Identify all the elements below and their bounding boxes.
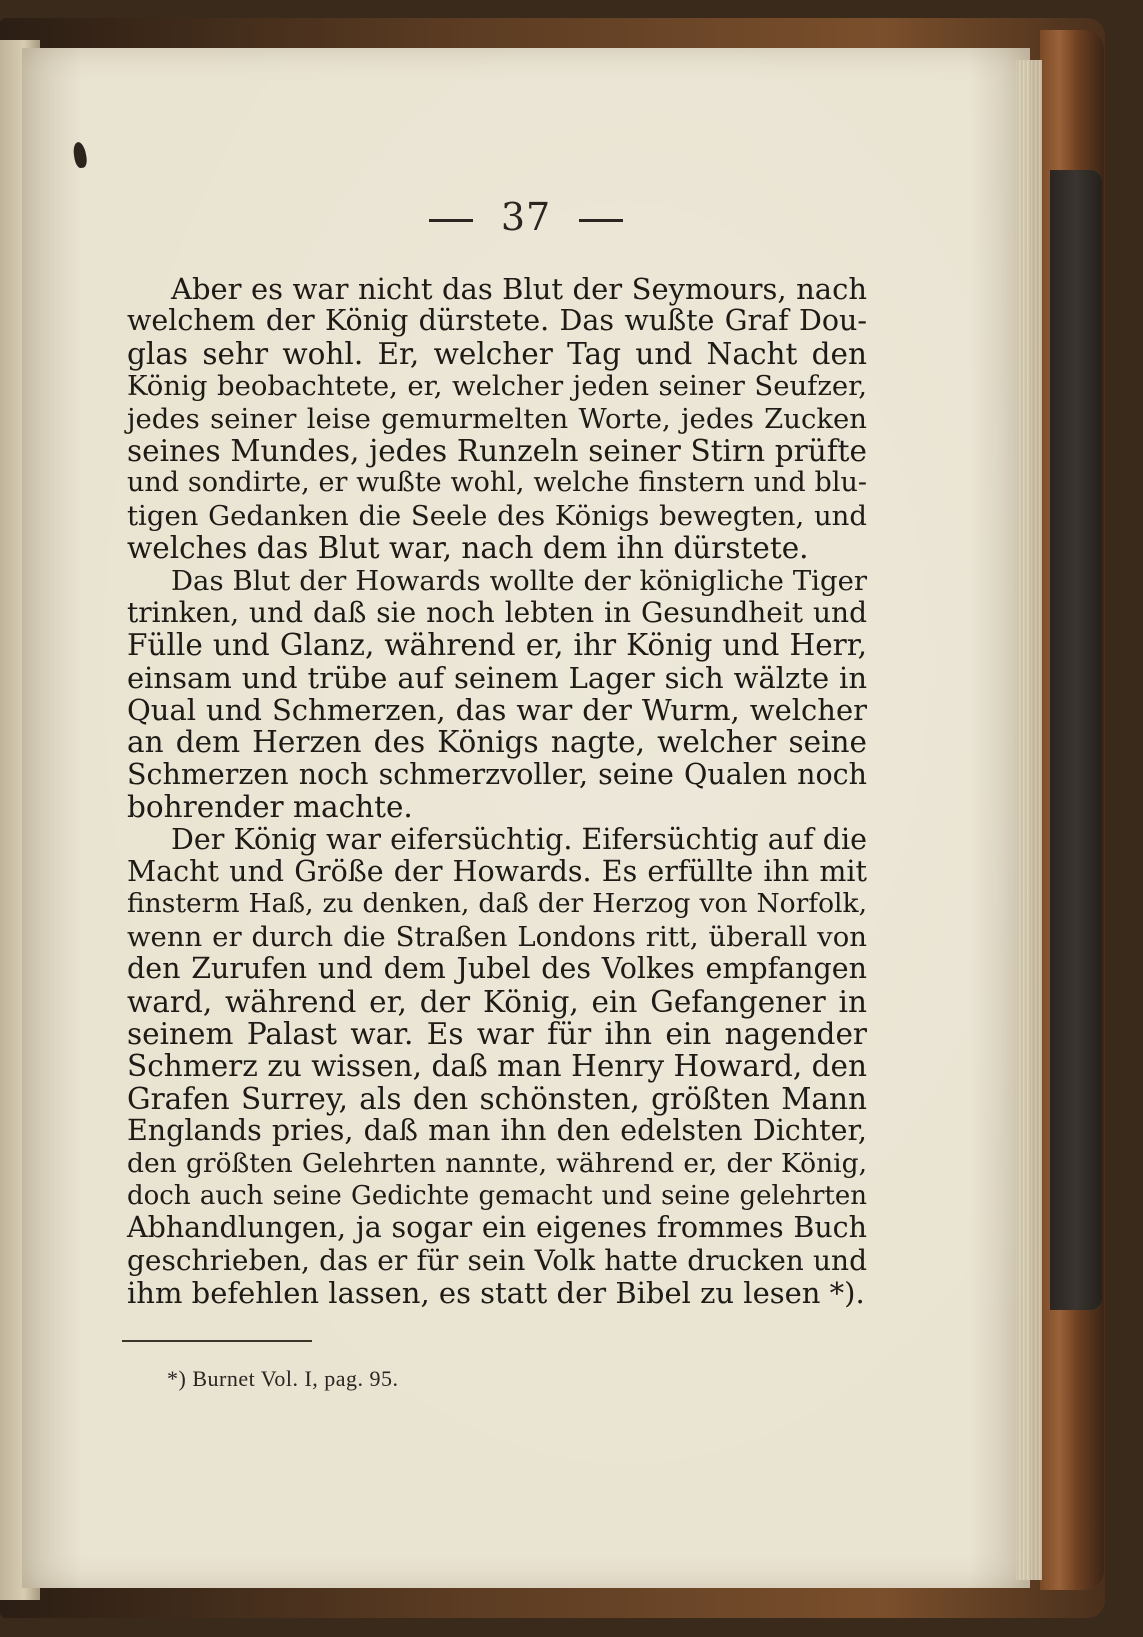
text-line: welches das Blut war, nach dem ihn dürstete. (127, 531, 809, 566)
text-line: den Zurufen und dem Jubel des Volkes empfangen (127, 952, 867, 986)
book-page (22, 48, 1030, 1588)
text-line: Der König war eifersüchtig. Eifersüchtig auf die (171, 822, 867, 856)
text-line: an dem Herzen des Königs nagte, welcher seine (127, 725, 867, 760)
paragraph (127, 273, 867, 565)
page-stack-edge (1016, 60, 1042, 1580)
text-line: einsam und trübe auf seinem Lager sich wälzte in (127, 660, 867, 695)
text-line: bohrender machte. (127, 790, 413, 825)
text-line: jedes seiner leise gemurmelten Worte, jedes Zucken (127, 402, 867, 435)
text-line: ward, während er, der König, ein Gefangener in (127, 984, 867, 1019)
text-line: ihm befehlen lassen, es statt der Bibel zu lesen *). (127, 1276, 865, 1311)
text-line: Das Blut der Howards wollte der königliche Tiger (171, 564, 867, 597)
body-text (127, 273, 867, 1310)
text-line: seines Mundes, jedes Runzeln seiner Stirn prüfte (127, 433, 867, 468)
text-line: wenn er durch die Straßen Londons ritt, überall von (127, 920, 867, 953)
text-line: Abhandlungen, ja sogar ein eigenes frommes Buch (127, 1211, 867, 1245)
text-line: doch auch seine Gedichte gemacht und seine gelehrten (127, 1180, 867, 1211)
text-line: tigen Gedanken die Seele des Königs bewegten, und (127, 499, 867, 532)
paragraph (127, 824, 867, 1310)
text-line: den größten Gelehrten nannte, während er, der König, (127, 1147, 867, 1179)
text-line: trinken, und daß sie noch lebten in Gesundheit und (127, 595, 867, 629)
text-line: seinem Palast war. Es war für ihn ein nagender (127, 1016, 867, 1051)
page-number-value: 37 (500, 195, 552, 239)
text-line: Macht und Größe der Howards. Es erfüllte ihn mit (127, 855, 867, 889)
text-line: geschrieben, das er für sein Volk hatte drucken und (127, 1243, 867, 1277)
footnote: *) Burnet Vol. I, pag. 95. (167, 1366, 399, 1391)
ink-spot (72, 141, 88, 169)
text-line: finsterm Haß, zu denken, daß der Herzog von Norfolk, (127, 888, 867, 920)
page-number-dash-right (579, 219, 623, 222)
book-spine-wear (1050, 170, 1102, 1310)
text-line: Grafen Surrey, als den schönsten, größten Mann (127, 1081, 867, 1116)
text-line: Schmerz zu wissen, daß man Henry Howard, den (127, 1049, 867, 1084)
text-line: und sondirte, er wußte wohl, welche finstern und blu- (127, 467, 867, 499)
text-line: welchem der König dürstete. Das wußte Graf Dou- (127, 304, 867, 338)
page-number-dash-left (429, 219, 473, 222)
text-line: glas sehr wohl. Er, welcher Tag und Nacht den (127, 336, 867, 371)
footnote-rule (122, 1340, 312, 1342)
text-line: Aber es war nicht das Blut der Seymours, nach (171, 272, 867, 306)
text-line: Fülle und Glanz, während er, ihr König und Herr, (127, 628, 867, 663)
text-line: König beobachtete, er, welcher jeden seiner Seufzer, (127, 370, 867, 403)
text-line: Schmerzen noch schmerzvoller, seine Qualen noch (127, 757, 867, 791)
text-line: Qual und Schmerzen, das war der Wurm, welcher (127, 693, 867, 728)
text-line: Englands pries, daß man ihn den edelsten Dichter, (127, 1114, 867, 1148)
paragraph (127, 565, 867, 824)
page-number (22, 195, 1030, 239)
